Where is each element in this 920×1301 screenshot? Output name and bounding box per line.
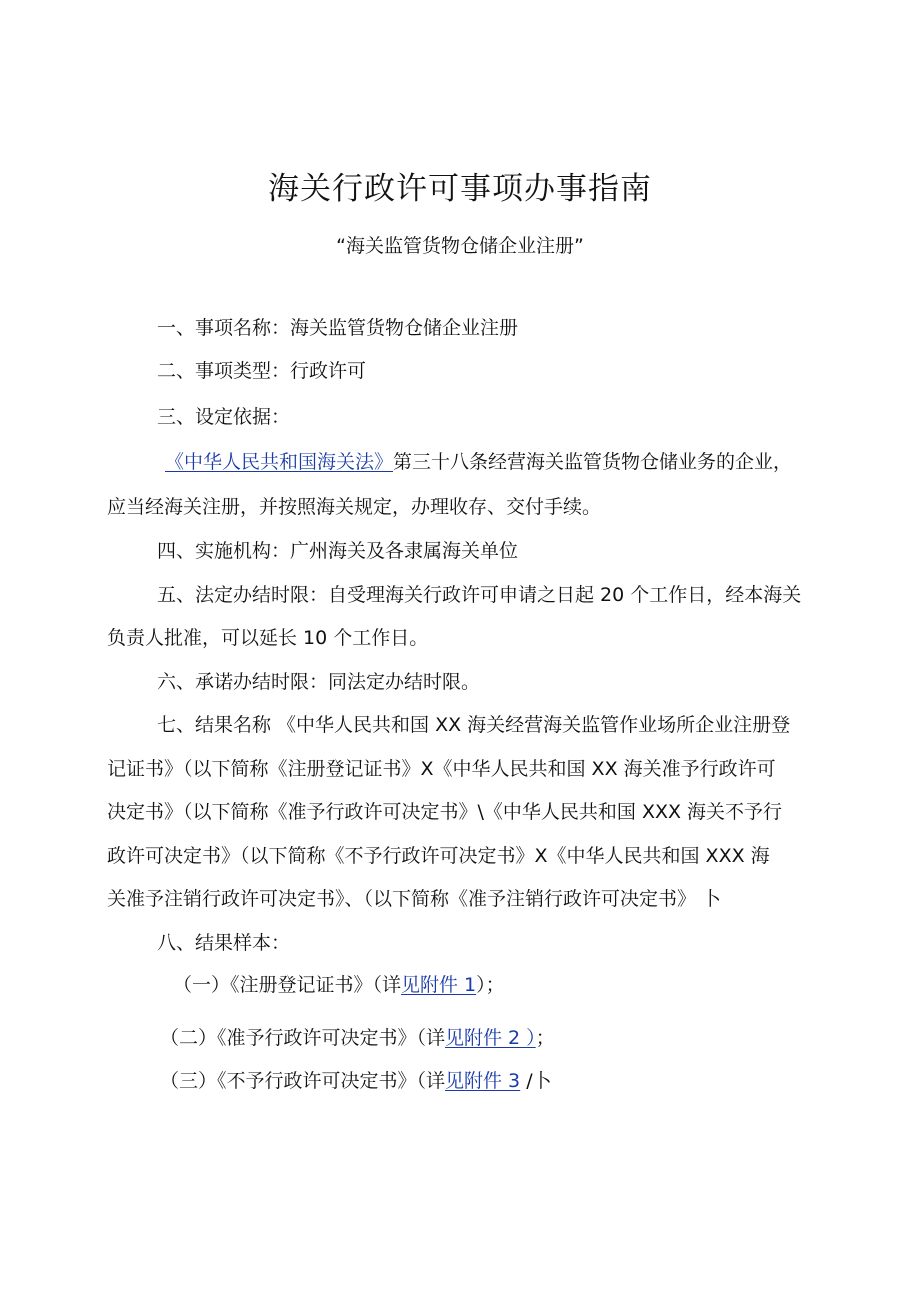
sample-1: （一）《注册登记证书》（详见附件 1）； xyxy=(173,974,505,996)
item-basis-heading: 三、设定依据： xyxy=(157,406,291,428)
item-agency: 四、实施机构：广州海关及各隶属海关单位 xyxy=(157,540,519,562)
item-result-sample-heading: 八、结果样本： xyxy=(157,932,291,954)
item-result-name-line-5: 关准予注销行政许可决定书》、（以下简称《准予注销行政许可决定书》 卜 xyxy=(107,888,722,910)
sample-2: （二）《准予行政许可决定书》（详见附件 2 ）； xyxy=(160,1027,555,1049)
page-title: 海关行政许可事项办事指南 xyxy=(268,171,652,207)
item-type: 二、事项类型：行政许可 xyxy=(157,360,367,382)
item-result-name-line-2: 记证书》（以下简称《注册登记证书》X《中华人民共和国 XX 海关准予行政许可 xyxy=(107,758,776,780)
item-time-limit-line-2: 负责人批准，可以延长 10 个工作日。 xyxy=(107,627,429,649)
attachment-2-link[interactable]: 见附件 2 ） xyxy=(445,1027,536,1049)
item-result-name-line-1: 七、结果名称 《中华人民共和国 XX 海关经营海关监管作业场所企业注册登 xyxy=(157,714,791,736)
page-subtitle: “海关监管货物仓储企业注册” xyxy=(336,235,584,257)
basis-paragraph-line-1 xyxy=(165,449,792,475)
sample-3: （三）《不予行政许可决定书》（详见附件 3 /​卜 xyxy=(160,1070,552,1092)
customs-law-link[interactable]: 《中华人民共和国海关法》 xyxy=(165,451,394,473)
item-result-name-line-4: 政许可决定书》（以下简称《不予行政许可决定书》X《中华人民共和国 XXX 海 xyxy=(107,845,770,867)
basis-text-1: 第三十八条经营海关监管货物仓储业务的企业， xyxy=(393,451,793,473)
attachment-1-link[interactable]: 见附件 1 xyxy=(401,974,477,996)
item-result-name-line-3: 决定书》（以下简称《准予行政许可决定书》\《中华人民共和国 XXX 海关不予行 xyxy=(107,801,783,823)
item-time-limit-line-1: 五、法定办结时限：自受理海关行政许可申请之日起 20 个工作日，经本海关 xyxy=(157,584,802,606)
attachment-3-link[interactable]: 见附件 3 xyxy=(445,1070,521,1092)
basis-paragraph-line-2: 应当经海关注册，并按照海关规定，办理收存、交付手续。 xyxy=(107,496,602,518)
item-name: 一、事项名称：海关监管货物仓储企业注册 xyxy=(157,317,519,339)
item-promised-time: 六、承诺办结时限：同法定办结时限。 xyxy=(157,671,481,693)
